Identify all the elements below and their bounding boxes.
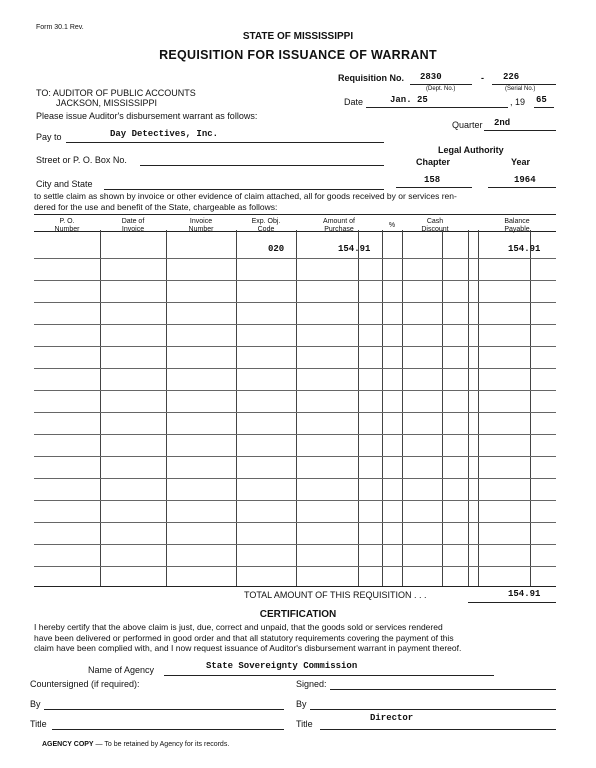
serial-no-line xyxy=(492,84,556,85)
pay-to-label: Pay to xyxy=(36,132,62,142)
certification-heading: CERTIFICATION xyxy=(259,609,337,620)
by-line-left[interactable] xyxy=(44,709,284,710)
claim-text-line1: to settle claim as shown by invoice or other evidence of claim attached, all for goods received by or services ren- xyxy=(34,191,457,201)
page-title: REQUISITION FOR ISSUANCE OF WARRANT xyxy=(159,48,437,62)
col-header-percent: % xyxy=(388,222,396,229)
claim-text xyxy=(34,191,559,212)
col-header-date-of-invoice: Date of Invoice xyxy=(121,218,145,233)
agency-field[interactable]: State Sovereignty Commission xyxy=(206,661,358,671)
addressee-line2: JACKSON, MISSISSIPPI xyxy=(56,98,158,108)
date-year-line xyxy=(534,107,554,108)
agency-line xyxy=(164,675,494,676)
requisition-dash: - xyxy=(481,73,484,83)
col-header-invoice-number: Invoice Number xyxy=(188,218,214,233)
by-label-right: By xyxy=(296,699,307,709)
signed-label: Signed: xyxy=(296,679,327,689)
dept-no-line xyxy=(410,84,472,85)
serial-no-caption: (Serial No.) xyxy=(505,86,536,92)
certification-line1: I hereby certify that the above claim is just, due, correct and unpaid, that the goods sold or services rendered xyxy=(34,622,443,632)
claim-text-line2: dered for the use and benefit of the State, chargeable as follows: xyxy=(34,201,278,212)
street-label: Street or P. O. Box No. xyxy=(36,155,127,165)
total-label: TOTAL AMOUNT OF THIS REQUISITION . . . xyxy=(244,590,427,600)
title-label-right: Title xyxy=(296,719,313,729)
street-line[interactable] xyxy=(140,165,384,166)
requisition-label: Requisition No. xyxy=(338,73,404,83)
table-top-border xyxy=(34,214,556,215)
year-line xyxy=(488,187,556,188)
state-heading: STATE OF MISSISSIPPI xyxy=(242,31,354,42)
chapter-label: Chapter xyxy=(416,157,451,167)
col-header-amount: Amount of Purchase xyxy=(323,218,355,233)
pay-to-field[interactable]: Day Detectives, Inc. xyxy=(110,129,219,139)
date-field[interactable]: Jan. 25 xyxy=(390,95,428,105)
pay-to-line xyxy=(66,142,384,143)
col-header-balance: Balance Payable xyxy=(504,218,530,233)
by-line-right[interactable] xyxy=(310,709,556,710)
quarter-field[interactable]: 2nd xyxy=(494,118,511,128)
footer-bold: AGENCY COPY xyxy=(42,741,94,748)
date-line xyxy=(366,107,508,108)
chapter-field[interactable]: 158 xyxy=(424,175,441,185)
title-line-right xyxy=(320,729,556,730)
chapter-line xyxy=(396,187,472,188)
row1-exp-obj-code[interactable]: 020 xyxy=(268,244,285,254)
date-year-prefix: , 19 xyxy=(510,97,526,107)
form-number: Form 30.1 Rev. xyxy=(36,24,84,31)
year-field[interactable]: 1964 xyxy=(514,175,536,185)
signed-line[interactable] xyxy=(330,689,556,690)
quarter-label: Quarter xyxy=(452,120,483,130)
serial-no-field[interactable]: 226 xyxy=(503,72,520,82)
col-header-po-number: P. O. Number xyxy=(54,218,80,233)
col-header-exp-obj-code: Exp. Obj. Code xyxy=(251,218,281,233)
certification-line2: have been delivered or performed in good order and that all statutory requirements covering the payment of this xyxy=(34,632,454,643)
row1-amount[interactable]: 154.91 xyxy=(338,244,371,254)
title-line-left[interactable] xyxy=(52,729,284,730)
addressee-instruction: Please issue Auditor's disbursement warrant as follows: xyxy=(36,111,258,121)
date-year-field[interactable]: 65 xyxy=(536,95,547,105)
legal-authority-heading: Legal Authority xyxy=(438,145,504,155)
row1-balance[interactable]: 154.91 xyxy=(508,244,541,254)
agency-label: Name of Agency xyxy=(88,665,155,675)
quarter-line xyxy=(484,130,556,131)
footer-note xyxy=(42,741,229,748)
dept-no-caption: (Dept. No.) xyxy=(426,86,456,92)
title-field-right[interactable]: Director xyxy=(370,713,414,723)
title-label-left: Title xyxy=(30,719,47,729)
countersigned-label: Countersigned (if required): xyxy=(30,679,140,689)
total-line xyxy=(468,602,556,603)
footer-rest: — To be retained by Agency for its records. xyxy=(93,741,230,748)
date-label: Date xyxy=(344,97,364,107)
city-label: City and State xyxy=(36,179,93,189)
addressee-line1: TO: AUDITOR OF PUBLIC ACCOUNTS xyxy=(36,88,196,98)
total-value[interactable]: 154.91 xyxy=(508,589,541,599)
city-line[interactable] xyxy=(104,189,384,190)
year-label: Year xyxy=(511,157,531,167)
col-header-cash-discount: Cash Discount xyxy=(421,218,449,233)
by-label-left: By xyxy=(30,699,41,709)
dept-no-field[interactable]: 2830 xyxy=(420,72,442,82)
certification-text xyxy=(34,622,559,654)
certification-line3: claim have been complied with, and I now request issuance of Auditor's disbursement warrant in payment thereof. xyxy=(34,643,462,653)
